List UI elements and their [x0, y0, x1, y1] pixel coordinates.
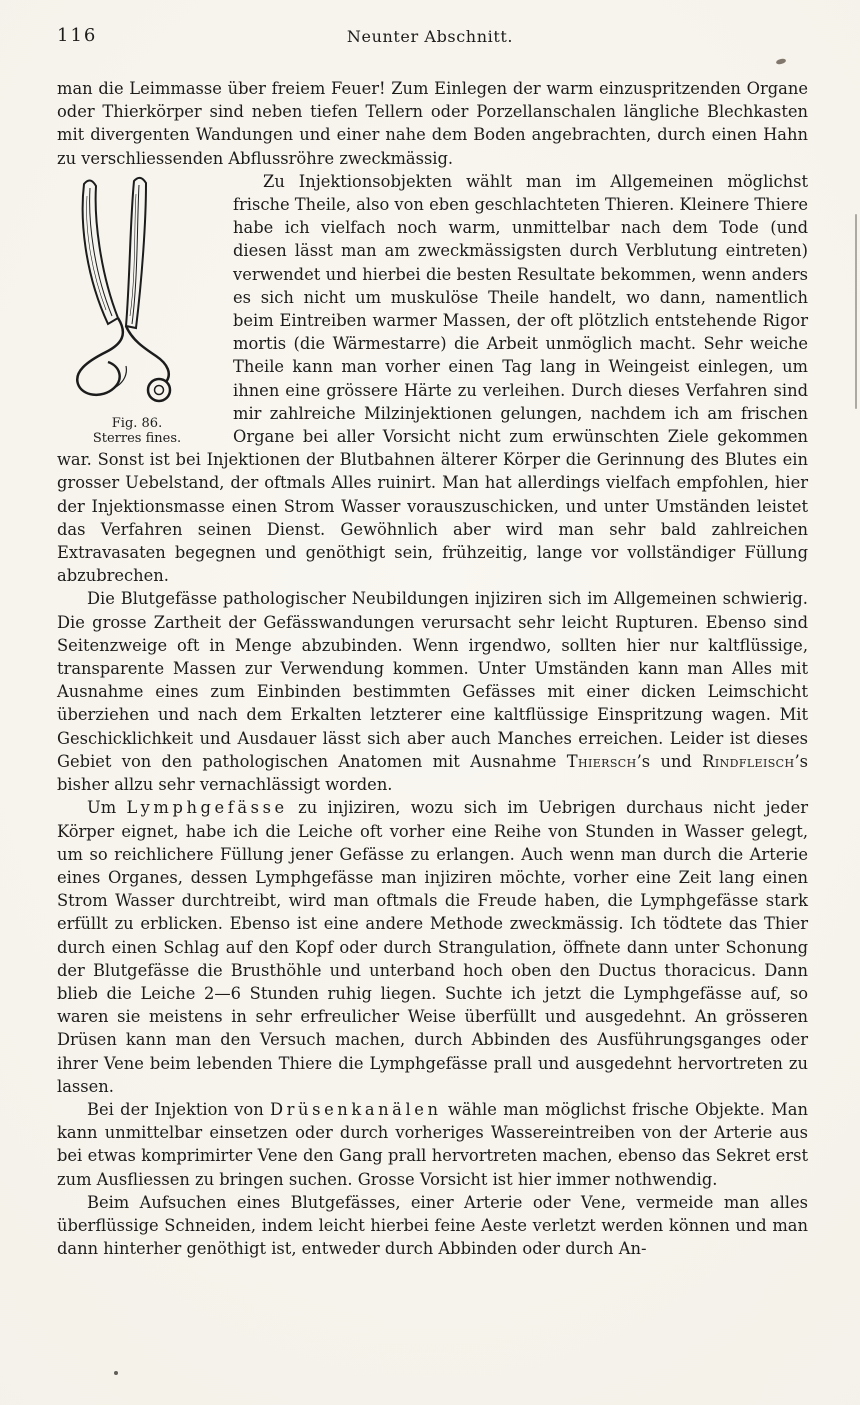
text-segment: Die Blutgefässe pathologischer Neubildungen injiziren sich im Allgemeinen schwierig. Die grosse Zartheit der Gefässwandungen verursacht sehr leicht Rupturen. Ebenso sind Seitenzweige oft in Menge abzubinden. Wenn irgendwo, sollten hier nur kaltflüssige, transparente Massen zur Verwendung kommen. Unter Umständen kann man Alles mit Ausnahme eines zum Einbinden bestimmten Gefässes mit einer dicken Leimschicht überziehen und nach dem Erkalten letzterer eine kaltflüssige Einspritzung wagen. Mit Geschicklichkeit und Ausdauer lässt sich aber auch Manches erreichen. Leider ist dieses Gebiet von den pathologischen Anatomen mit Ausnahme: [57, 589, 808, 771]
paragraph-continuation: man die Leimmasse über freiem Feuer! Zum Einlegen der warm einzuspritzenden Organe oder Thierkörper sind neben tiefen Tellern oder Porzellanschalen längliche Blechkasten mit divergenten Wandungen und einer nahe dem Boden angebrachten, durch einen Hahn zu verschliessenden Abflussröhre zweckmässig.: [57, 79, 808, 168]
serres-fines-illustration: [62, 176, 212, 414]
text-segment: Bei der Injektion von: [87, 1099, 271, 1119]
paragraph-blutgefaess-aufsuchen: Beim Aufsuchen eines Blutgefässes, einer Arterie oder Vene, vermeide man alles überflüssige Schneiden, indem leicht hierbei feine Aeste verletzt werden können und man dann hinterher genöthigt ist, entweder durch Abbinden oder durch An-: [57, 1192, 808, 1259]
figure-caption-number: Fig. 86.: [111, 415, 163, 431]
text-segment: zu injiziren, wozu sich im Uebrigen durchaus nicht jeder Körper eignet, habe ich die Leiche oft vorher eine Reihe von Stunden in Wasser gelegt, um so reichlichere Füllung jener Gefässe zu erlangen. Auch wenn man durch die Arterie eines Organes, dessen Lymphgefässe man injiziren möchte, vorher eine Zeit lang einen Strom Wasser durchtreibt, wird man oftmals die Freude haben, die Lymphgefässe stark erfüllt zu erblicken. Ebenso ist eine andere Methode zweckmässig. Ich tödtete das Thier durch einen Schlag auf den Kopf oder durch Strangulation, öffnete dann unter Schonung der Blutgefässe die Brusthöhle und unterband hoch oben den Ductus thoracicus. Dann blieb die Leiche 2—6 Stunden ruhig liegen. Suchte ich jetzt die Lymphgefässe auf, so waren sie meistens in sehr erfreulicher Weise überfüllt und ausgedehnt. An grösseren Drüsen kann man den Versuch machen, durch Abbinden des Ausführungsganges oder ihrer Vene beim lebenden Thiere die Lymphgefässe prall und ausgedehnt hervortreten zu lassen.: [57, 798, 808, 1096]
scan-artifact-scratch: [855, 214, 857, 409]
text-segment: ’s bisher allzu sehr vernachlässigt worden.: [57, 751, 809, 795]
text-segment: Um: [87, 798, 127, 818]
page-body: [0, 59, 860, 1260]
emphasized-term-druesenkanaelen: Drüsenkanälen: [270, 1099, 442, 1119]
emphasized-term-lymphgefaesse: Lymphgefässe: [126, 798, 288, 818]
scan-artifact-dot: [114, 1371, 118, 1375]
paragraph-injektionsobjekte: Zu Injektionsobjekten wählt man im Allgemeinen möglichst frische Theile, also von eben geschlachteten Thieren. Kleinere Thiere habe ich vielfach noch warm, unmittelbar nach dem Tode (und diesen lässt man am zweckmässigsten durch Verblutung eintreten) verwendet und hierbei die besten Resultate bekommen, wenn anders es sich nicht um muskulöse Theile handelt, wo dann, namentlich beim Eintreiben warmer Massen, der oft plötzlich entstehende Rigor mortis (die Wärmestarre) die Arbeit unmöglich macht. Sehr weiche Theile kann man vorher einen Tag lang in Weingeist einlegen, um ihnen eine grössere Härte zu verleihen. Durch dieses Verfahren sind mir zahlreiche Milzinjektionen gelungen, nachdem ich am frischen Organe bei aller Vorsicht nicht zum erwünschten Ziele gekommen war. Sonst ist bei Injektionen der Blutbahnen älterer Körper die Gerinnung des Blutes ein grosser Uebelstand, der oftmals Alles ruinirt. Man hat allerdings vielfach empfohlen, hier der Injektionsmasse einen Strom Wasser vorauszuschicken, und unter Umständen leistet das Verfahren seinen Dienst. Gewöhnlich aber wird man sehr bald zahlreichen Extravasaten begegnen und genöthigt sein, frühzeitig, lange vor vollständiger Füllung abzubrechen.: [57, 171, 808, 586]
text-segment: wähle man möglichst frische Objekte. Man kann unmittelbar einsetzen oder durch vorheriges Wassereintreiben von der Arterie aus bei etwas komprimirter Vene den Gang prall hervortreten machen, ebenso das Sekret erst zum Ausfliessen zu bringen suchen. Grosse Vorsicht ist hier immer nothwendig.: [57, 1099, 808, 1189]
running-title: Neunter Abschnitt.: [346, 27, 514, 46]
paragraph-druesenkanaele: [57, 1098, 808, 1191]
paragraph-pathologische-neubildungen: [57, 587, 808, 796]
page-header: [0, 0, 860, 59]
text-segment: ’s und: [636, 751, 703, 771]
paragraph-lymphgefaesse: [57, 796, 808, 1098]
person-name-rindfleisch: Rindfleisch: [702, 751, 795, 771]
figure-caption-title: Sterres fines.: [92, 430, 182, 446]
figure-fig86: [57, 176, 217, 446]
person-name-thiersch: Thiersch: [566, 751, 637, 771]
page-number: 116: [57, 25, 98, 46]
figure-caption: [57, 416, 217, 446]
